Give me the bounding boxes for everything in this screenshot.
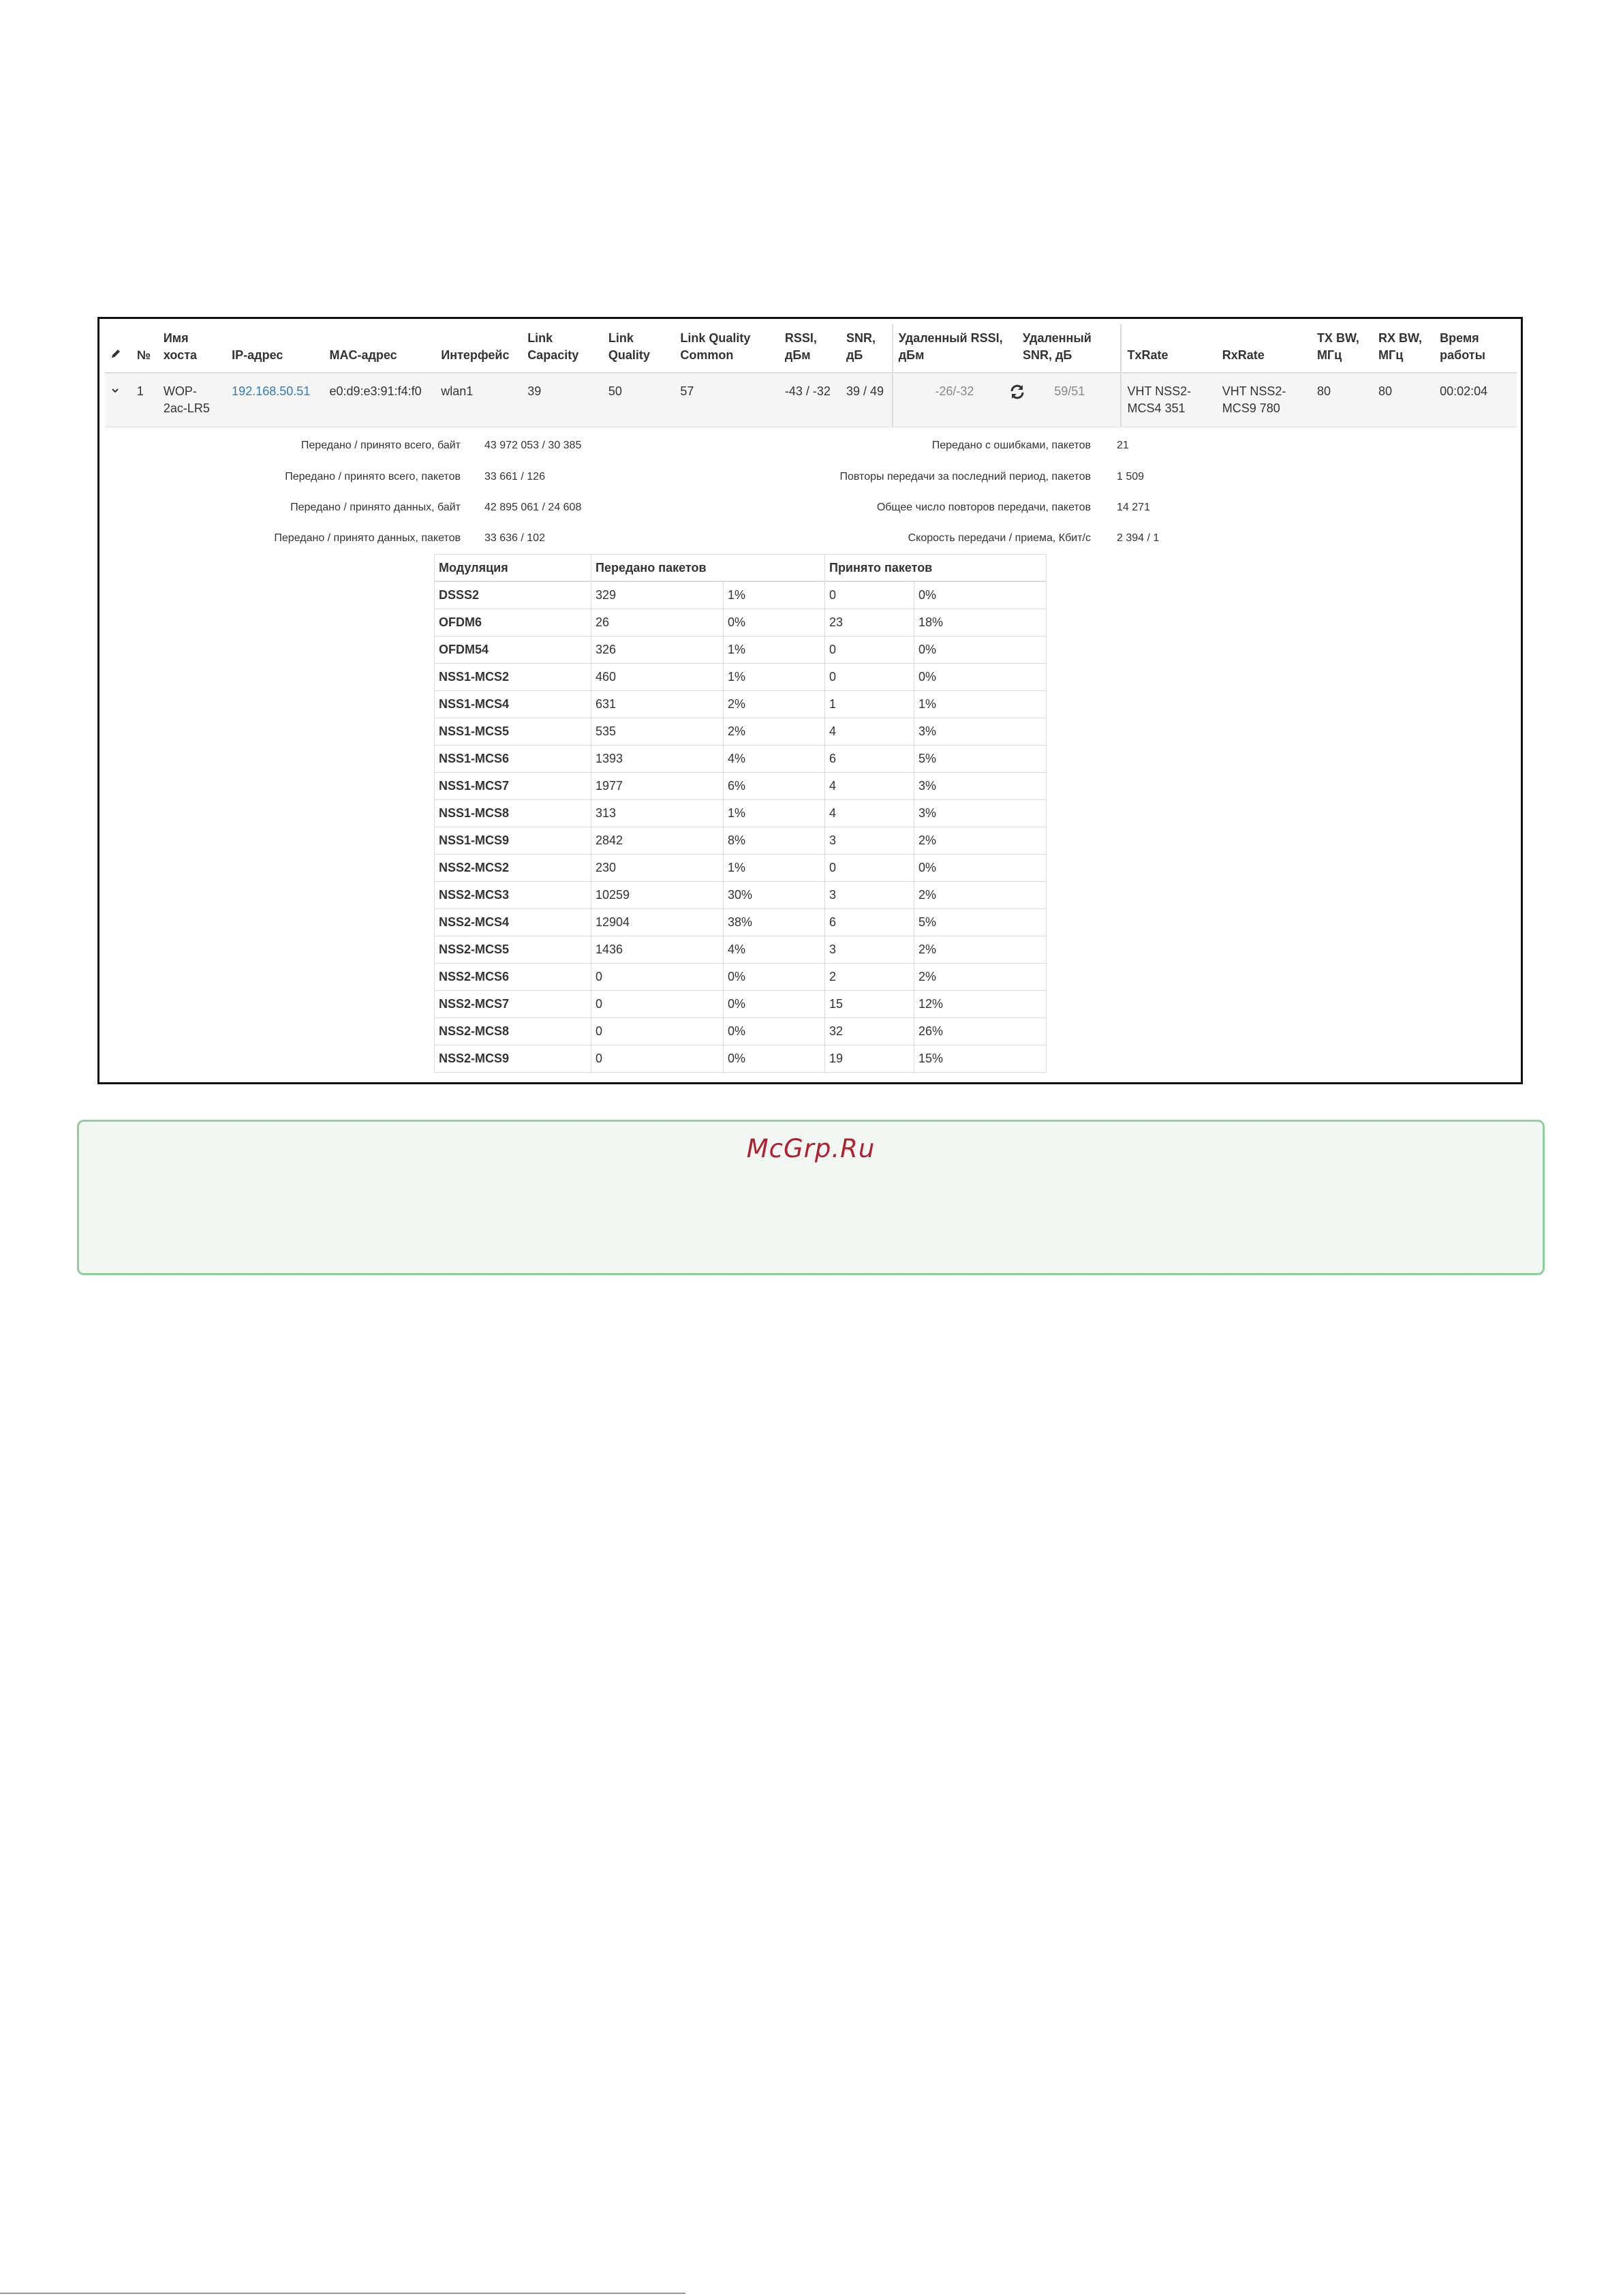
tx-percent: 1% — [724, 800, 825, 827]
header-ip[interactable]: IP-адрес — [226, 324, 324, 373]
tx-percent: 1% — [724, 637, 825, 664]
modulation-name: NSS1-MCS5 — [435, 718, 591, 746]
stat-row — [713, 437, 1091, 455]
edit-column[interactable] — [105, 324, 132, 373]
stat-value: 2 394 / 1 — [1117, 532, 1160, 544]
rx-packets: 2 — [825, 964, 914, 991]
tx-percent: 38% — [724, 909, 825, 936]
table-row — [435, 581, 1047, 609]
header-link-quality[interactable]: Link Quality — [603, 324, 675, 373]
modulation-table — [434, 554, 1047, 1073]
tx-packets: 0 — [591, 991, 724, 1018]
rx-packets: 32 — [825, 1018, 914, 1045]
note-box — [77, 1120, 1545, 1275]
rx-packets: 6 — [825, 746, 914, 773]
expand-cell[interactable] — [105, 373, 132, 427]
tx-percent: 0% — [724, 991, 825, 1018]
clients-table-header — [105, 324, 1517, 373]
modulation-name: NSS2-MCS4 — [435, 909, 591, 936]
modulation-body — [435, 581, 1047, 1073]
modulation-name: NSS1-MCS4 — [435, 691, 591, 718]
table-row — [435, 746, 1047, 773]
cell-txrate: VHT NSS2-MCS4 351 — [1121, 373, 1216, 427]
tx-packets: 326 — [591, 637, 724, 664]
modulation-name: OFDM54 — [435, 637, 591, 664]
header-hostname[interactable]: Имя хоста — [158, 324, 226, 373]
stat-label: Передано / принято данных, байт — [290, 502, 461, 513]
stat-value: 1 509 — [1117, 471, 1145, 483]
rx-percent: 26% — [914, 1018, 1047, 1045]
stat-label: Передано / принято данных, пакетов — [274, 532, 461, 544]
rx-percent: 2% — [914, 964, 1047, 991]
table-row — [435, 664, 1047, 691]
modulation-name: NSS2-MCS3 — [435, 882, 591, 909]
tx-packets: 329 — [591, 581, 724, 609]
header-interface[interactable]: Интерфейс — [435, 324, 522, 373]
table-row — [435, 1045, 1047, 1073]
tx-packets: 230 — [591, 855, 724, 882]
tx-percent: 8% — [724, 827, 825, 855]
table-row — [435, 1018, 1047, 1045]
tx-percent: 0% — [724, 964, 825, 991]
rx-percent: 2% — [914, 936, 1047, 964]
tx-percent: 0% — [724, 1018, 825, 1045]
stat-row — [99, 499, 461, 517]
stat-label: Общее число повторов передачи, пакетов — [876, 502, 1091, 513]
modulation-name: OFDM6 — [435, 609, 591, 637]
rx-percent: 5% — [914, 909, 1047, 936]
modulation-name: NSS2-MCS9 — [435, 1045, 591, 1073]
header-rxrate[interactable]: RxRate — [1217, 324, 1312, 373]
rx-percent: 3% — [914, 773, 1047, 800]
stat-value: 43 972 053 / 30 385 — [484, 440, 582, 451]
rx-packets: 6 — [825, 909, 914, 936]
tx-percent: 6% — [724, 773, 825, 800]
tx-packets: 313 — [591, 800, 724, 827]
header-link-quality-common[interactable]: Link Quality Common — [675, 324, 779, 373]
clients-table — [105, 324, 1517, 427]
refresh-icon[interactable] — [1009, 384, 1025, 400]
rx-percent: 3% — [914, 718, 1047, 746]
modulation-header — [435, 555, 1047, 582]
header-rssi[interactable]: RSSI, дБм — [779, 324, 841, 373]
cell-remote-rssi — [893, 373, 1017, 427]
tx-percent: 1% — [724, 855, 825, 882]
cell-link-capacity: 39 — [522, 373, 603, 427]
rx-percent: 0% — [914, 581, 1047, 609]
table-row — [435, 855, 1047, 882]
rx-packets: 23 — [825, 609, 914, 637]
header-num[interactable]: № — [132, 324, 158, 373]
header-rx-bw[interactable]: RX BW, МГц — [1373, 324, 1434, 373]
stat-label: Передано / принято всего, байт — [300, 440, 461, 451]
chevron-down-icon[interactable] — [110, 386, 120, 395]
rx-percent: 15% — [914, 1045, 1047, 1073]
stat-value: 14 271 — [1117, 502, 1150, 513]
rx-packets: 0 — [825, 855, 914, 882]
tx-percent: 1% — [724, 581, 825, 609]
header-remote-rssi[interactable]: Удаленный RSSI, дБм — [893, 324, 1017, 373]
tx-packets: 460 — [591, 664, 724, 691]
cell-mac: e0:d9:e3:91:f4:f0 — [324, 373, 435, 427]
rx-packets: 4 — [825, 773, 914, 800]
tx-packets: 535 — [591, 718, 724, 746]
tx-percent: 30% — [724, 882, 825, 909]
rx-packets: 15 — [825, 991, 914, 1018]
table-row[interactable] — [105, 373, 1517, 427]
rx-percent: 3% — [914, 800, 1047, 827]
stat-row — [713, 499, 1091, 517]
table-row — [435, 991, 1047, 1018]
rx-packets: 1 — [825, 691, 914, 718]
remote-rssi-value: -26/-32 — [935, 384, 974, 398]
tx-packets: 0 — [591, 964, 724, 991]
table-row — [435, 637, 1047, 664]
tx-packets: 2842 — [591, 827, 724, 855]
rx-percent: 18% — [914, 609, 1047, 637]
header-rx-packets: Принято пакетов — [825, 555, 1047, 582]
tx-percent: 1% — [724, 664, 825, 691]
rx-percent: 2% — [914, 882, 1047, 909]
table-row — [435, 609, 1047, 637]
header-modulation: Модуляция — [435, 555, 591, 582]
modulation-name: NSS1-MCS9 — [435, 827, 591, 855]
table-row — [435, 773, 1047, 800]
table-row — [435, 800, 1047, 827]
modulation-name: NSS1-MCS7 — [435, 773, 591, 800]
modulation-name: NSS2-MCS5 — [435, 936, 591, 964]
tx-percent: 0% — [724, 1045, 825, 1073]
tx-packets: 1977 — [591, 773, 724, 800]
rx-packets: 0 — [825, 637, 914, 664]
rx-percent: 0% — [914, 664, 1047, 691]
remote-snr-value: 59/51 — [1054, 384, 1085, 398]
cell-rxrate: VHT NSS2-MCS9 780 — [1217, 373, 1312, 427]
stat-value: 21 — [1117, 440, 1129, 451]
rx-percent: 5% — [914, 746, 1047, 773]
modulation-name: NSS2-MCS6 — [435, 964, 591, 991]
modulation-name: DSSS2 — [435, 581, 591, 609]
tx-packets: 1393 — [591, 746, 724, 773]
header-remote-snr[interactable]: Удаленный SNR, дБ — [1017, 324, 1122, 373]
tx-packets: 631 — [591, 691, 724, 718]
cell-rx-bw: 80 — [1373, 373, 1434, 427]
header-mac[interactable]: MAC-адрес — [324, 324, 435, 373]
rx-percent: 12% — [914, 991, 1047, 1018]
header-tx-bw[interactable]: TX BW, МГц — [1312, 324, 1373, 373]
tx-percent: 2% — [724, 718, 825, 746]
rx-packets: 4 — [825, 718, 914, 746]
table-row — [435, 691, 1047, 718]
tx-percent: 4% — [724, 746, 825, 773]
tx-packets: 1436 — [591, 936, 724, 964]
cell-interface: wlan1 — [435, 373, 522, 427]
pencil-icon[interactable] — [110, 348, 121, 359]
stat-row — [99, 530, 461, 547]
cell-uptime: 00:02:04 — [1434, 373, 1517, 427]
stat-value: 33 661 / 126 — [484, 471, 545, 483]
cell-snr: 39 / 49 — [841, 373, 893, 427]
rx-percent: 0% — [914, 855, 1047, 882]
rx-packets: 0 — [825, 664, 914, 691]
tx-percent: 0% — [724, 609, 825, 637]
modulation-name: NSS2-MCS7 — [435, 991, 591, 1018]
tx-packets: 10259 — [591, 882, 724, 909]
table-row — [435, 936, 1047, 964]
stat-value: 42 895 061 / 24 608 — [484, 502, 582, 513]
tx-packets: 0 — [591, 1018, 724, 1045]
table-row — [435, 827, 1047, 855]
cell-tx-bw: 80 — [1312, 373, 1373, 427]
header-tx-packets: Передано пакетов — [591, 555, 825, 582]
rx-packets: 0 — [825, 581, 914, 609]
cell-rssi: -43 / -32 — [779, 373, 841, 427]
stat-row — [99, 437, 461, 455]
cell-link-quality: 50 — [603, 373, 675, 427]
page-divider — [0, 2293, 685, 2294]
table-row — [435, 718, 1047, 746]
tx-packets: 26 — [591, 609, 724, 637]
cell-remote-snr — [1017, 373, 1122, 427]
modulation-name: NSS1-MCS8 — [435, 800, 591, 827]
cell-link-quality-common: 57 — [675, 373, 779, 427]
cell-hostname: WOP-2ac-LR5 — [158, 373, 226, 427]
header-link-capacity[interactable]: Link Capacity — [522, 324, 603, 373]
modulation-name: NSS2-MCS8 — [435, 1018, 591, 1045]
table-row — [435, 882, 1047, 909]
stat-row — [713, 468, 1091, 486]
stat-row — [713, 530, 1091, 547]
rx-percent: 2% — [914, 827, 1047, 855]
table-row — [435, 909, 1047, 936]
modulation-name: NSS2-MCS2 — [435, 855, 591, 882]
stat-label: Передано с ошибками, пакетов — [931, 440, 1091, 451]
header-uptime[interactable]: Время работы — [1434, 324, 1517, 373]
tx-packets: 12904 — [591, 909, 724, 936]
ip-link[interactable]: 192.168.50.51 — [232, 384, 311, 398]
rx-percent: 1% — [914, 691, 1047, 718]
rx-packets: 19 — [825, 1045, 914, 1073]
clients-panel — [97, 317, 1523, 1084]
tx-percent: 4% — [724, 936, 825, 964]
stat-label: Передано / принято всего, пакетов — [285, 471, 461, 483]
rx-packets: 3 — [825, 936, 914, 964]
stat-label: Скорость передачи / приема, Кбит/с — [908, 532, 1091, 544]
stat-label: Повторы передачи за последний период, пакетов — [839, 471, 1091, 483]
table-row — [435, 964, 1047, 991]
stat-row — [99, 468, 461, 486]
watermark-text: McGrp.Ru — [746, 1134, 876, 1163]
tx-percent: 2% — [724, 691, 825, 718]
cell-num: 1 — [132, 373, 158, 427]
header-txrate[interactable]: TxRate — [1121, 324, 1216, 373]
header-snr[interactable]: SNR, дБ — [841, 324, 893, 373]
modulation-name: NSS1-MCS2 — [435, 664, 591, 691]
tx-packets: 0 — [591, 1045, 724, 1073]
rx-packets: 3 — [825, 827, 914, 855]
modulation-name: NSS1-MCS6 — [435, 746, 591, 773]
rx-packets: 3 — [825, 882, 914, 909]
stat-value: 33 636 / 102 — [484, 532, 545, 544]
rx-percent: 0% — [914, 637, 1047, 664]
rx-packets: 4 — [825, 800, 914, 827]
cell-ip — [226, 373, 324, 427]
